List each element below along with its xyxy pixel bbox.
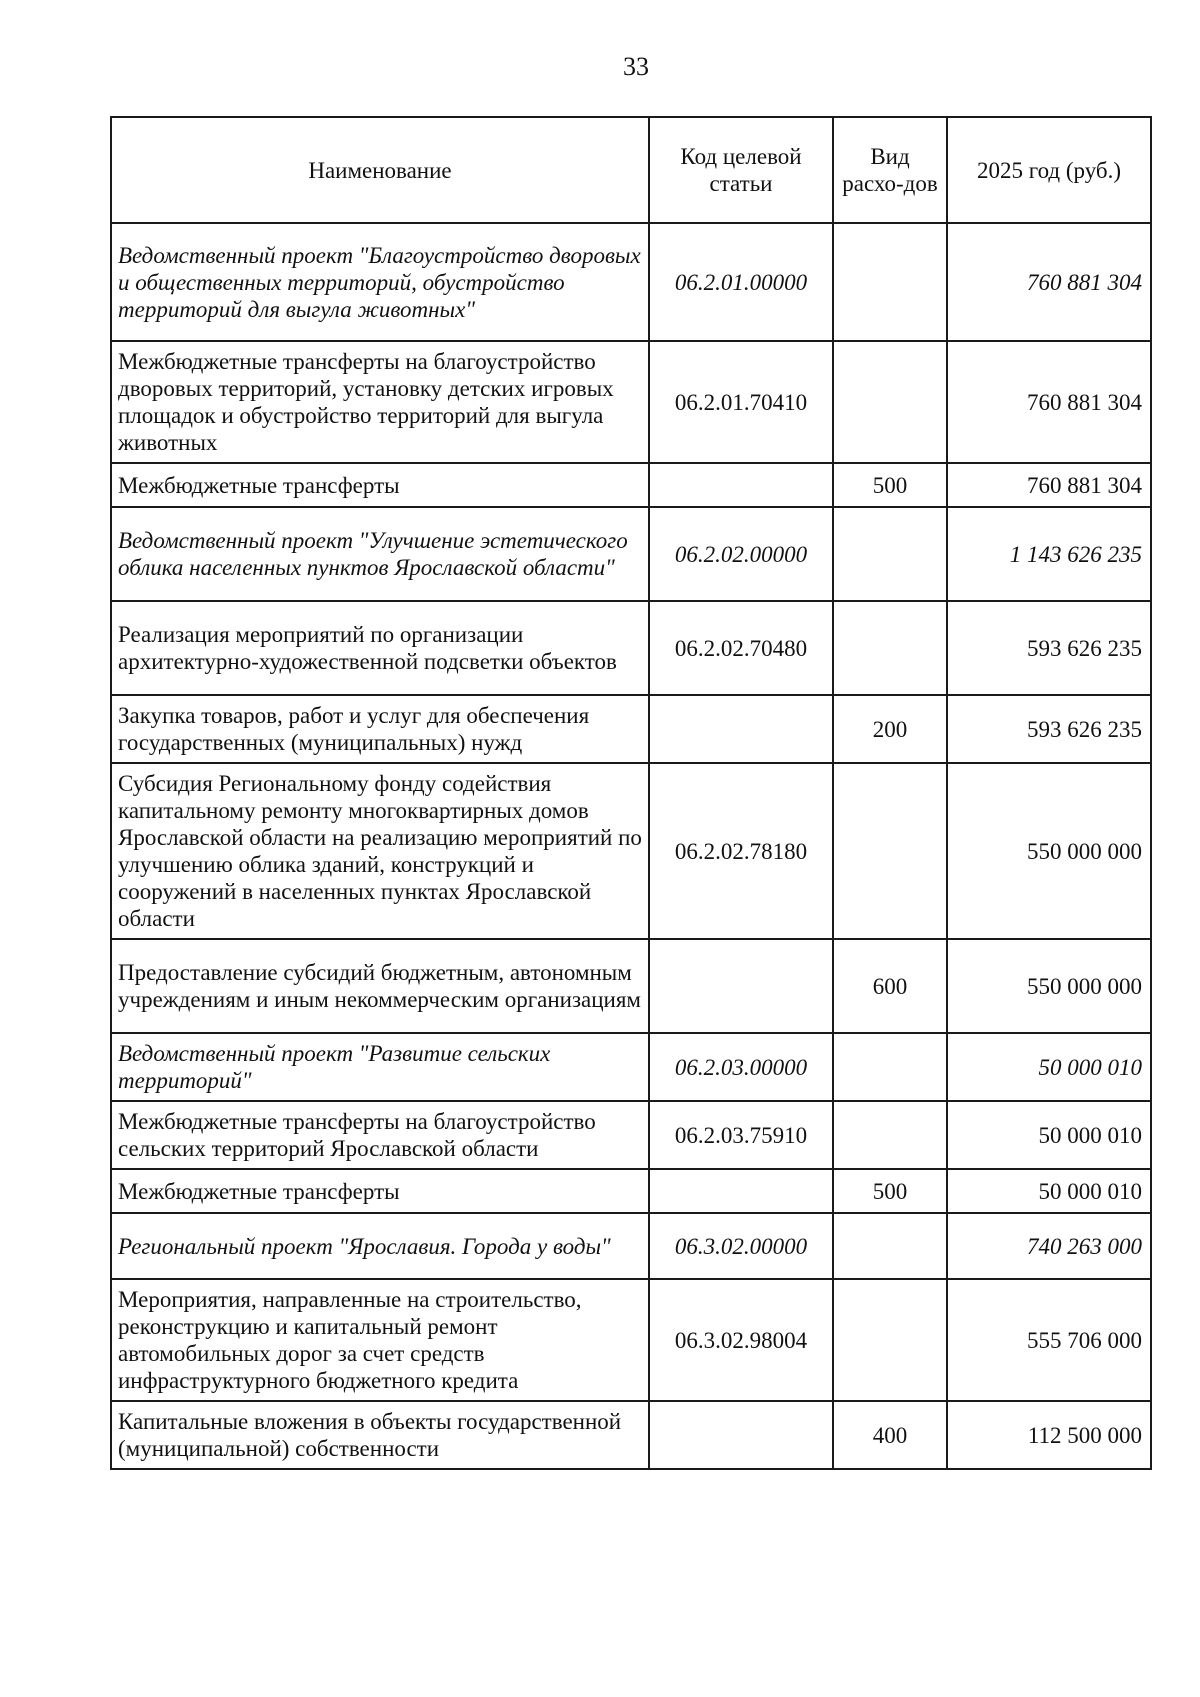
- row-code-cell: 06.3.02.98004: [649, 1279, 833, 1401]
- row-code-cell: [649, 1169, 833, 1213]
- header-code: Код целевой статьи: [649, 117, 833, 223]
- table-row: [111, 341, 1151, 463]
- table-row: [111, 507, 1151, 601]
- row-expense-type-cell: 200: [833, 695, 947, 763]
- row-expense-type-cell: [833, 601, 947, 695]
- row-name-cell: Капитальные вложения в объекты государственной (муниципальной) собственности: [111, 1401, 649, 1469]
- row-expense-type-cell: 500: [833, 1169, 947, 1213]
- table-row: [111, 601, 1151, 695]
- row-amount-cell: 550 000 000: [947, 939, 1151, 1033]
- table-row: [111, 1279, 1151, 1401]
- row-name-cell: Закупка товаров, работ и услуг для обеспечения государственных (муниципальных) нужд: [111, 695, 649, 763]
- row-code-cell: 06.2.03.00000: [649, 1033, 833, 1101]
- row-amount-cell: 50 000 010: [947, 1101, 1151, 1169]
- row-code-cell: 06.2.02.70480: [649, 601, 833, 695]
- table-row: [111, 939, 1151, 1033]
- table-row: [111, 463, 1151, 507]
- row-amount-cell: 50 000 010: [947, 1033, 1151, 1101]
- row-amount-cell: 112 500 000: [947, 1401, 1151, 1469]
- table-row: [111, 695, 1151, 763]
- row-name-cell: Реализация мероприятий по организации архитектурно-художественной подсветки объектов: [111, 601, 649, 695]
- row-name-cell: Ведомственный проект "Благоустройство дворовых и общественных территорий, обустройство территорий для выгула животных": [111, 223, 649, 341]
- row-expense-type-cell: 500: [833, 463, 947, 507]
- row-expense-type-cell: 600: [833, 939, 947, 1033]
- table-row: [111, 763, 1151, 939]
- row-code-cell: 06.3.02.00000: [649, 1213, 833, 1279]
- row-expense-type-cell: 400: [833, 1401, 947, 1469]
- table-body: [111, 223, 1151, 1469]
- row-code-cell: 06.2.01.70410: [649, 341, 833, 463]
- table-row: [111, 1033, 1151, 1101]
- row-expense-type-cell: [833, 223, 947, 341]
- row-name-cell: Предоставление субсидий бюджетным, автономным учреждениям и иным некоммерческим организациям: [111, 939, 649, 1033]
- row-amount-cell: 550 000 000: [947, 763, 1151, 939]
- row-amount-cell: 760 881 304: [947, 463, 1151, 507]
- row-expense-type-cell: [833, 507, 947, 601]
- row-code-cell: 06.2.02.00000: [649, 507, 833, 601]
- row-name-cell: Ведомственный проект "Улучшение эстетического облика населенных пунктов Ярославской области": [111, 507, 649, 601]
- table-row: [111, 223, 1151, 341]
- page-number: 33: [623, 52, 649, 81]
- table-row: [111, 1169, 1151, 1213]
- row-name-cell: Региональный проект "Ярославия. Города у воды": [111, 1213, 649, 1279]
- row-code-cell: [649, 1401, 833, 1469]
- table-row: [111, 1213, 1151, 1279]
- row-code-cell: [649, 695, 833, 763]
- header-name: Наименование: [111, 117, 649, 223]
- budget-table: [110, 116, 1152, 1470]
- row-code-cell: [649, 463, 833, 507]
- row-amount-cell: 760 881 304: [947, 223, 1151, 341]
- row-amount-cell: 555 706 000: [947, 1279, 1151, 1401]
- row-name-cell: Межбюджетные трансферты на благоустройство сельских территорий Ярославской области: [111, 1101, 649, 1169]
- row-expense-type-cell: [833, 763, 947, 939]
- header-expense-type: Вид расхо-дов: [833, 117, 947, 223]
- row-amount-cell: 50 000 010: [947, 1169, 1151, 1213]
- table-header: [111, 117, 1151, 223]
- row-code-cell: 06.2.03.75910: [649, 1101, 833, 1169]
- row-amount-cell: 593 626 235: [947, 695, 1151, 763]
- row-amount-cell: 593 626 235: [947, 601, 1151, 695]
- row-expense-type-cell: [833, 1033, 947, 1101]
- table-row: [111, 1401, 1151, 1469]
- row-code-cell: 06.2.01.00000: [649, 223, 833, 341]
- row-expense-type-cell: [833, 1279, 947, 1401]
- row-expense-type-cell: [833, 1213, 947, 1279]
- row-name-cell: Межбюджетные трансферты: [111, 463, 649, 507]
- row-name-cell: Межбюджетные трансферты на благоустройство дворовых территорий, установку детских игровых площадок и обустройство территорий для выгула животных: [111, 341, 649, 463]
- row-amount-cell: 1 143 626 235: [947, 507, 1151, 601]
- row-name-cell: Субсидия Региональному фонду содействия капитальному ремонту многоквартирных домов Ярославской области на реализацию мероприятий по улучшению облика зданий, конструкций и сооружений в населенных пунктах Ярославской области: [111, 763, 649, 939]
- row-name-cell: Ведомственный проект "Развитие сельских территорий": [111, 1033, 649, 1101]
- row-code-cell: 06.2.02.78180: [649, 763, 833, 939]
- row-name-cell: Мероприятия, направленные на строительство, реконструкцию и капитальный ремонт автомобильных дорог за счет средств инфраструктурного бюджетного кредита: [111, 1279, 649, 1401]
- header-row: [111, 117, 1151, 223]
- row-amount-cell: 740 263 000: [947, 1213, 1151, 1279]
- row-amount-cell: 760 881 304: [947, 341, 1151, 463]
- row-expense-type-cell: [833, 341, 947, 463]
- row-expense-type-cell: [833, 1101, 947, 1169]
- row-name-cell: Межбюджетные трансферты: [111, 1169, 649, 1213]
- table-row: [111, 1101, 1151, 1169]
- row-code-cell: [649, 939, 833, 1033]
- header-amount: 2025 год (руб.): [947, 117, 1151, 223]
